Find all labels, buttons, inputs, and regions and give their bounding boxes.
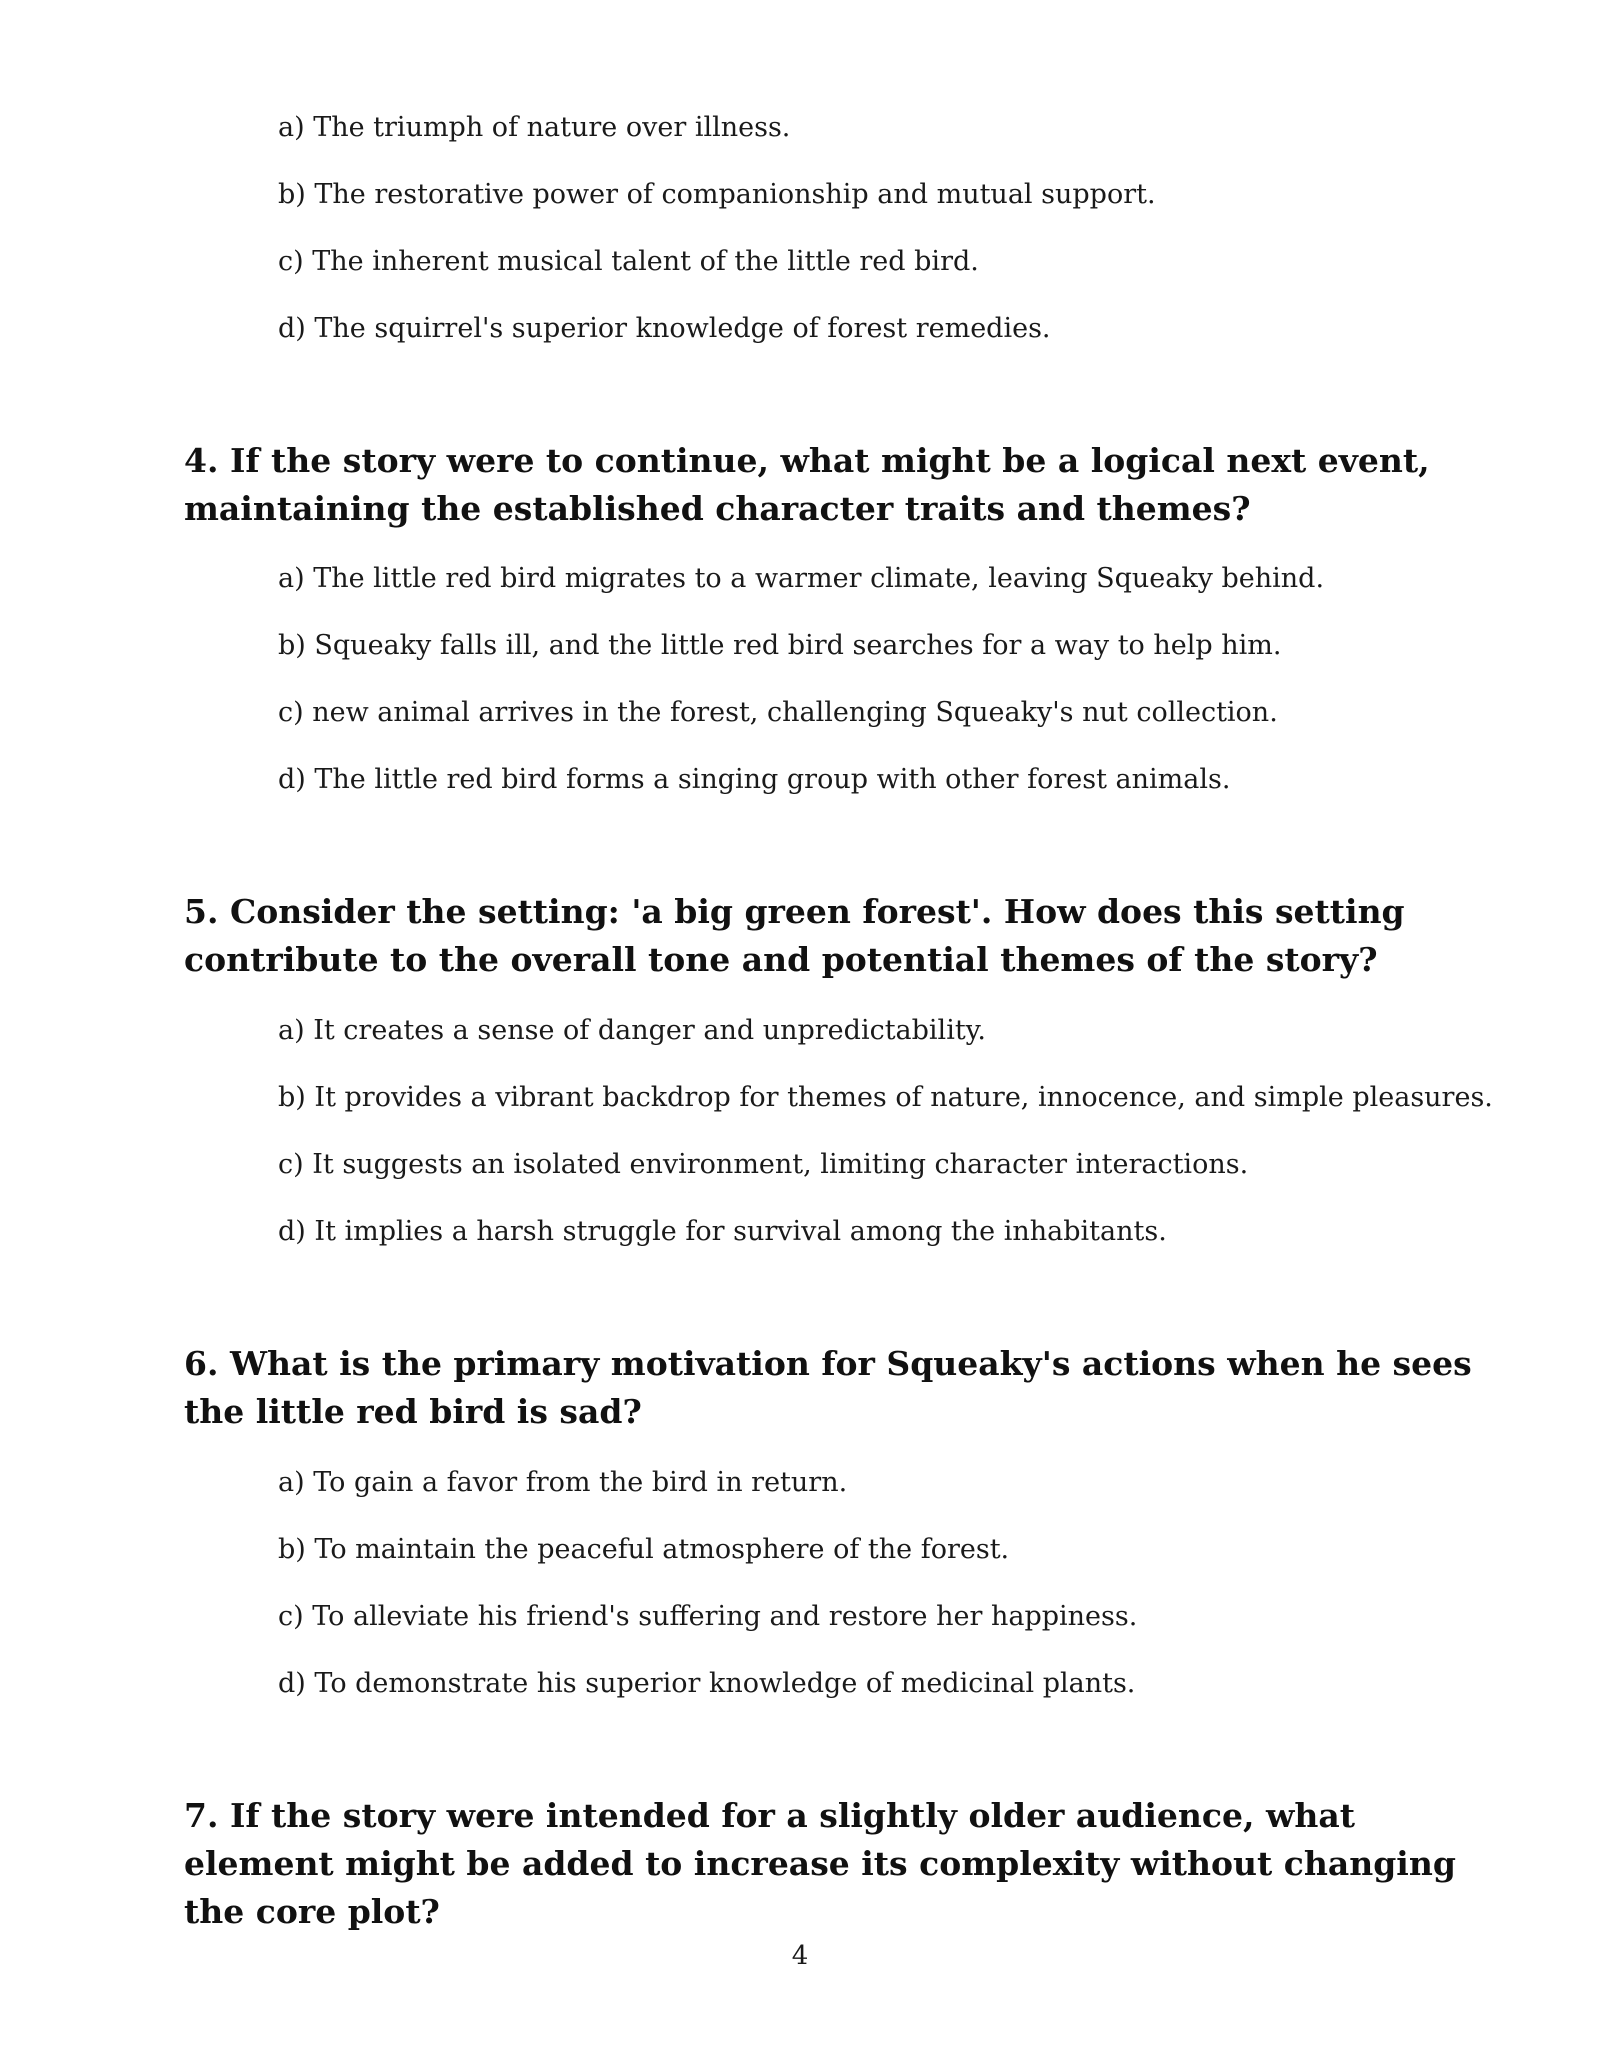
question-4-text: 4. If the story were to continue, what might be a logical next event, maintaining the established character traits and themes? [184, 441, 1430, 528]
option-6a: a) To gain a favor from the bird in return. [278, 1467, 848, 1498]
option-6c: c) To alleviate his friend's suffering and restore her happiness. [278, 1601, 1138, 1632]
option-3a: a) The triumph of nature over illness. [278, 112, 791, 143]
option-3c: c) The inherent musical talent of the little red bird. [278, 246, 979, 277]
option-6b: b) To maintain the peaceful atmosphere of the forest. [278, 1534, 1010, 1565]
option-5a: a) It creates a sense of danger and unpredictability. [278, 1015, 986, 1046]
question-6-text: 6. What is the primary motivation for Squeaky's actions when he sees the little red bird is sad? [184, 1344, 1472, 1431]
option-4b: b) Squeaky falls ill, and the little red bird searches for a way to help him. [278, 630, 1282, 661]
option-5d: d) It implies a harsh struggle for survival among the inhabitants. [278, 1216, 1167, 1247]
option-5c: c) It suggests an isolated environment, limiting character interactions. [278, 1149, 1249, 1180]
question-5-text: 5. Consider the setting: 'a big green forest'. How does this setting contribute to the overall tone and potential themes of the story? [184, 892, 1405, 979]
question-7-text: 7. If the story were intended for a slightly older audience, what element might be added to increase its complexity without changing the core plot? [184, 1796, 1456, 1931]
option-4c: c) new animal arrives in the forest, challenging Squeaky's nut collection. [278, 697, 1278, 728]
page-number: 4 [791, 1941, 809, 1971]
option-4a: a) The little red bird migrates to a warmer climate, leaving Squeaky behind. [278, 563, 1325, 594]
option-5b: b) It provides a vibrant backdrop for themes of nature, innocence, and simple pleasures. [278, 1082, 1493, 1113]
option-3d: d) The squirrel's superior knowledge of forest remedies. [278, 313, 1051, 344]
option-3b: b) The restorative power of companionship and mutual support. [278, 179, 1156, 210]
option-6d: d) To demonstrate his superior knowledge of medicinal plants. [278, 1668, 1136, 1699]
option-4d: d) The little red bird forms a singing group with other forest animals. [278, 764, 1231, 795]
